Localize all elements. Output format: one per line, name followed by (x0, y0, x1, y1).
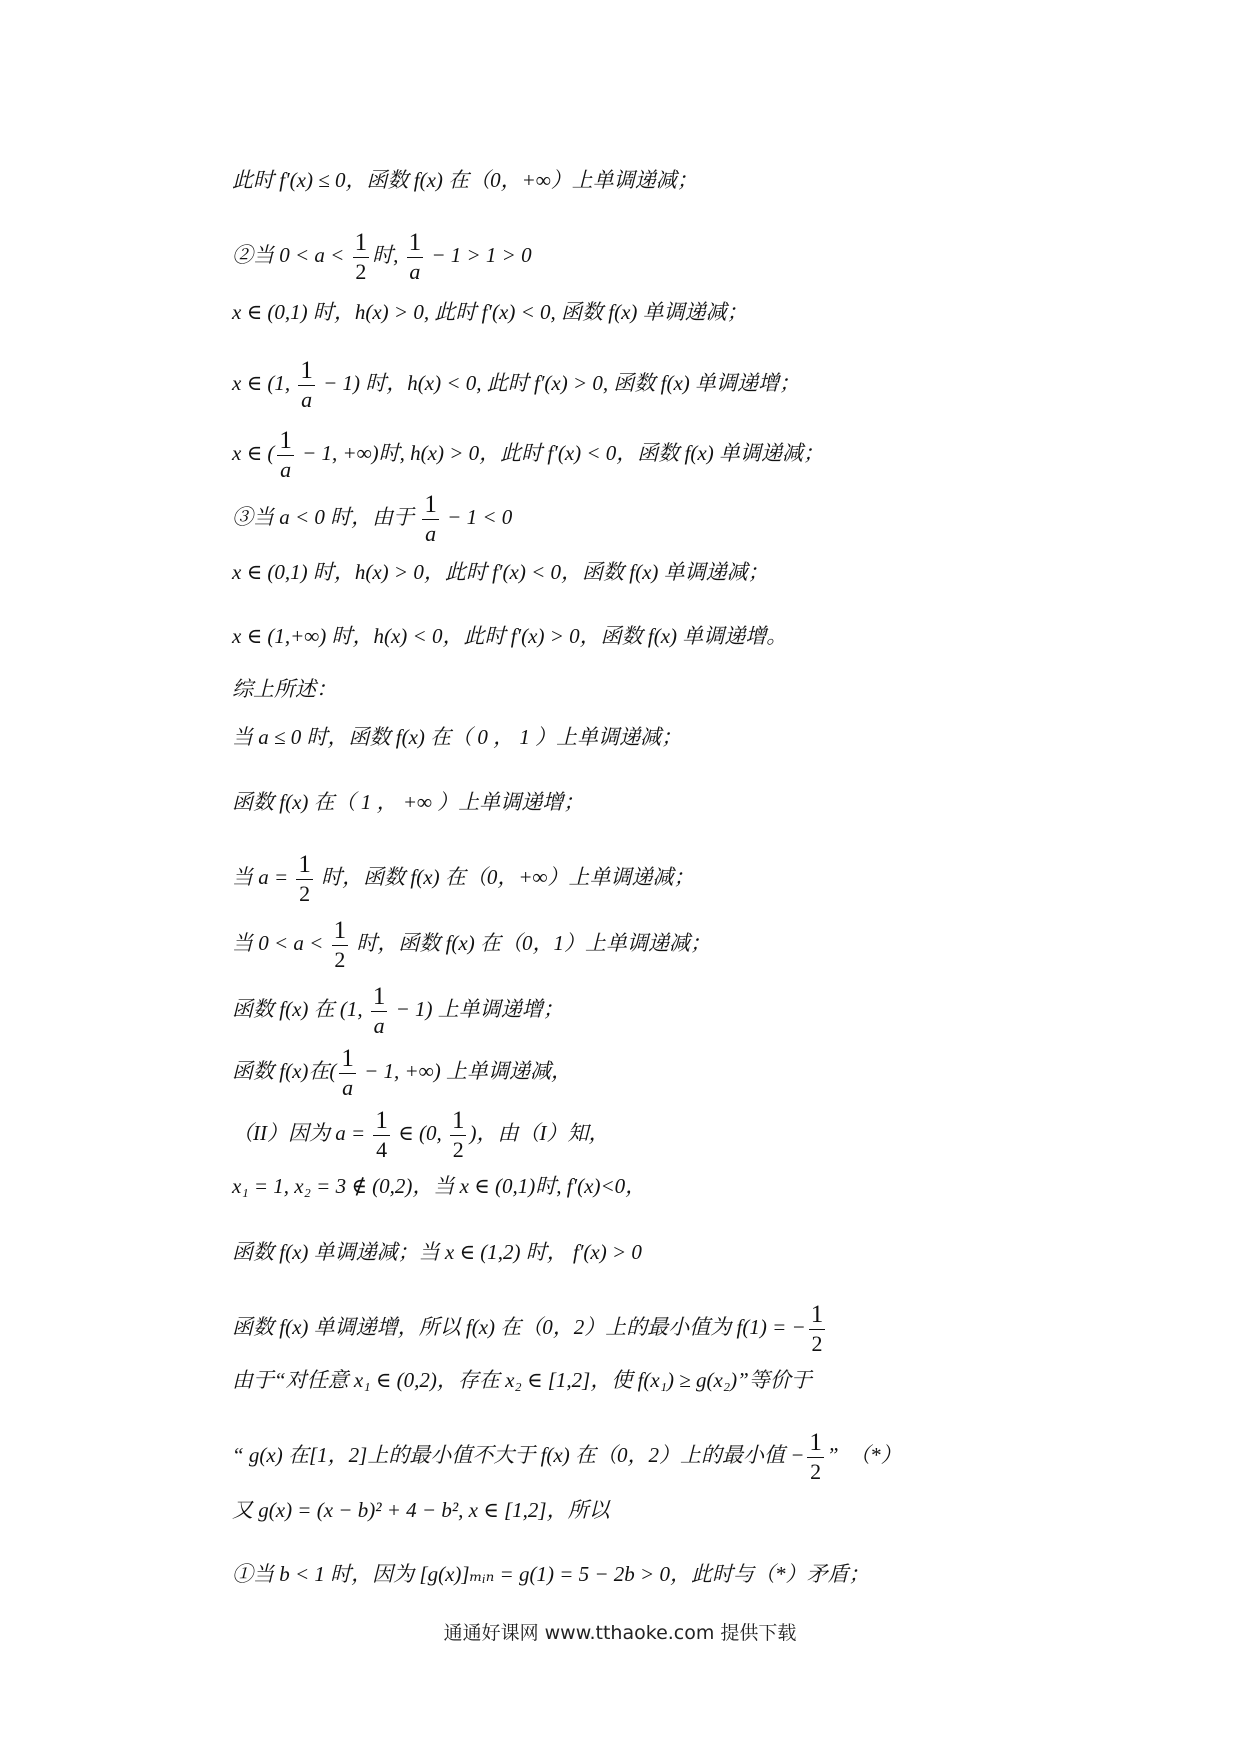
text-line (232, 1560, 869, 1588)
text-line (232, 166, 698, 194)
fraction-numerator: 1 (372, 983, 386, 1010)
line-text: x ∈ (0,1) 时，h(x) > 0，此时 f′(x) < 0，函数 f(x) 单调递减； (232, 560, 769, 584)
fraction-denominator: a (342, 1075, 354, 1100)
text-line (232, 675, 337, 703)
fraction (809, 1302, 826, 1355)
text-line (232, 428, 824, 481)
fraction (422, 492, 439, 545)
fraction (298, 358, 315, 411)
text-line (232, 852, 694, 905)
text-line (232, 558, 769, 586)
fraction-numerator: 1 (809, 1429, 822, 1456)
line-text: ③当 a < 0 时，由于 (232, 505, 420, 529)
fraction-denominator: 2 (810, 1459, 822, 1484)
text-line (232, 1366, 812, 1394)
fraction-numerator: 1 (408, 229, 422, 256)
line-text: 当 a ≤ 0 时，函数 f(x) 在（ 0 ， 1 ）上单调递减； (232, 725, 683, 749)
text-line (232, 358, 800, 411)
fraction-denominator: 2 (355, 259, 367, 284)
text-line (232, 1172, 646, 1200)
fraction-numerator: 1 (810, 1301, 824, 1328)
line-text: ” （*） (826, 1443, 902, 1467)
line-text: ②当 0 < a < (232, 243, 350, 267)
text-line (232, 723, 682, 751)
text-line (232, 298, 748, 326)
line-text: − 1) 时，h(x) < 0, 此时 f′(x) > 0, 函数 f(x) 单调递增； (317, 371, 801, 395)
fraction-numerator: 1 (298, 851, 311, 878)
fraction (277, 428, 294, 481)
text-line (232, 1046, 572, 1099)
line-text: 函数 f(x) 单调递减；当 x ∈ (1,2) 时， f′(x) > 0 (232, 1240, 642, 1264)
text-line (232, 1302, 828, 1355)
line-text: 当 a = (232, 865, 294, 889)
fraction-denominator: 2 (334, 947, 346, 972)
line-text: 时, (372, 243, 404, 267)
fraction-numerator: 1 (341, 1045, 354, 1072)
fraction-denominator: a (280, 457, 292, 482)
fraction-denominator: a (425, 521, 437, 546)
fraction (339, 1046, 356, 1099)
fraction-denominator: 2 (452, 1137, 464, 1162)
text-line (232, 1496, 610, 1524)
line-text: − 1, +∞) 上单调递减， (358, 1059, 572, 1083)
fraction-numerator: 1 (300, 357, 313, 384)
line-text: x₁ = 1, x₂ = 3 ∉ (0,2)，当 x ∈ (0,1)时, f′(x)<0， (232, 1174, 647, 1198)
line-text: ∈ (0, (392, 1121, 447, 1145)
line-text: 又 g(x) = (x − b)² + 4 − b², x ∈ [1,2]，所以 (232, 1498, 610, 1522)
line-text: − 1, +∞)时, h(x) > 0，此时 f′(x) < 0，函数 f(x) 单调递减； (296, 441, 824, 465)
text-line (232, 788, 584, 816)
fraction-denominator: 2 (811, 1331, 823, 1356)
text-line (232, 492, 512, 545)
fraction-numerator: 1 (333, 917, 347, 944)
fraction (407, 230, 424, 283)
line-text: 时，函数 f(x) 在（0，+∞）上单调递减； (315, 865, 695, 889)
line-text: − 1 > 1 > 0 (426, 243, 532, 267)
line-text: − 1) 上单调递增； (390, 997, 564, 1021)
line-text: ①当 b < 1 时，因为 [g(x)]ₘᵢₙ = g(1) = 5 − 2b > 0，此时与（*）矛盾； (232, 1562, 870, 1586)
page-footer: 通通好课网 www.tthaoke.com 提供下载 (443, 1622, 797, 1644)
fraction-numerator: 1 (451, 1107, 465, 1134)
line-text: （II）因为 a = (232, 1121, 371, 1145)
fraction (371, 984, 388, 1037)
line-text: x ∈ ( (232, 441, 275, 465)
line-text: )，由（I）知， (469, 1121, 610, 1145)
text-line (232, 622, 787, 650)
line-text: “ g(x) 在[1，2]上的最小值不大于 f(x) 在（0，2）上的最小值 − (232, 1443, 805, 1467)
fraction-denominator: 2 (299, 881, 311, 906)
text-line (232, 984, 564, 1037)
text-line (232, 1238, 642, 1266)
fraction (807, 1430, 824, 1483)
line-text: − 1 < 0 (441, 505, 513, 529)
text-line (232, 230, 532, 283)
fraction (450, 1108, 467, 1161)
fraction-denominator: a (373, 1013, 385, 1038)
fraction (373, 1108, 390, 1161)
fraction-numerator: 1 (424, 491, 437, 518)
line-text: 函数 f(x) 单调递增，所以 f(x) 在（0，2）上的最小值为 f(1) = − (232, 1315, 806, 1339)
line-text: 函数 f(x)在( (232, 1059, 337, 1083)
text-line (232, 1108, 609, 1161)
line-text: 综上所述： (232, 677, 337, 701)
fraction-denominator: a (409, 259, 421, 284)
text-line (232, 1430, 902, 1483)
fraction-denominator: a (301, 387, 313, 412)
fraction (296, 852, 313, 905)
line-text: x ∈ (1,+∞) 时，h(x) < 0，此时 f′(x) > 0，函数 f(x) 单调递增。 (232, 624, 788, 648)
fraction (332, 918, 349, 971)
line-text: x ∈ (0,1) 时，h(x) > 0, 此时 f′(x) < 0, 函数 f(x) 单调递减； (232, 300, 748, 324)
fraction-numerator: 1 (279, 427, 292, 454)
line-text: 当 0 < a < (232, 931, 329, 955)
fraction-numerator: 1 (354, 229, 368, 256)
line-text: 函数 f(x) 在（ 1 ， +∞ ）上单调递增； (232, 790, 585, 814)
fraction (353, 230, 370, 283)
line-text: 由于“对任意 x₁ ∈ (0,2)，存在 x₂ ∈ [1,2]，使 f(x₁) ≥ g(x₂)”等价于 (232, 1368, 812, 1392)
text-line (232, 918, 711, 971)
fraction-denominator: 4 (376, 1137, 388, 1162)
line-text: 函数 f(x) 在 (1, (232, 997, 368, 1021)
fraction-numerator: 1 (375, 1107, 388, 1134)
line-text: 此时 f′(x) ≤ 0，函数 f(x) 在（0，+∞）上单调递减； (232, 168, 698, 192)
line-text: x ∈ (1, (232, 371, 296, 395)
line-text: 时，函数 f(x) 在（0，1）上单调递减； (351, 931, 711, 955)
